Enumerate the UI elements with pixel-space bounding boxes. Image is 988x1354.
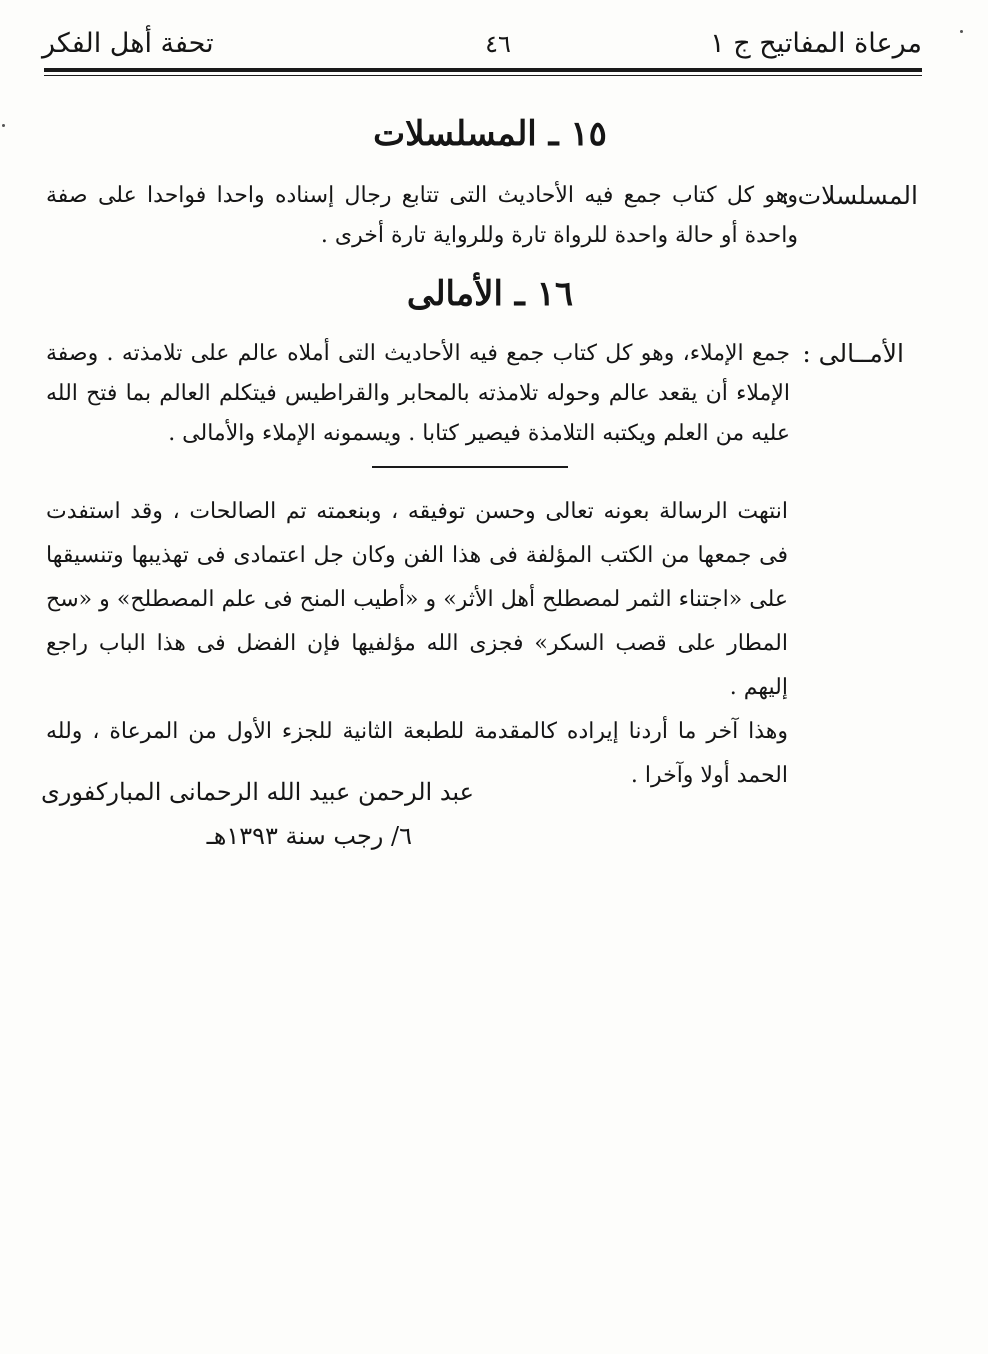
header-rule-thin <box>44 75 922 76</box>
author-signature-name: عبد الرحمن عبيد الله الرحمانى المباركفورى <box>41 778 474 806</box>
section-divider <box>372 466 568 468</box>
scan-speck <box>960 30 963 33</box>
closing-remarks <box>46 490 788 798</box>
definition-amali: جمع الإملاء، وهو كل كتاب جمع فيه الأحاديث التى أملاه عالم على تلامذته . وصفة الإملاء أن يقعد عالم وحوله تلامذته بالمحابر والقراطيس فيتكلم العالم بما فتح الله عليه من العلم ويكتبه التلامذة فيصير كتابا . ويسمونه الإملاء والأمالى . <box>46 341 790 446</box>
closing-paragraph: وهذا آخر ما أردنا إيراده كالمقدمة للطبعة الثانية للجزء الأول من المرعاة ، ولله الحمد أولا وآخرا . <box>46 719 788 788</box>
term-musalsalat: المسلسلات : <box>781 181 918 210</box>
closing-paragraph: انتهت الرسالة بعونه تعالى وحسن توفيقه ، وبنعمته تم الصالحات ، وقد استفدت فى جمعها من الكتب المؤلفة فى هذا الفن وكان جل اعتمادى فى تهذيبها وتنسيقها على «اجتناء الثمر لمصطلح أهل الأثر» و «أطيب المنح فى علم المصطلح» و «سح المطار على قصب السكر» فجزى الله مؤلفيها فإن الفضل فى هذا الباب راجع إليهم . <box>46 499 788 700</box>
term-amali: الأمــالى : <box>802 339 904 368</box>
definition-musalsalat: وهو كل كتاب جمع فيه الأحاديث التى تتابع رجال إسناده واحدا فواحدا على صفة واحدة أو حالة واحدة للرواة تارة وللرواية تارة أخرى . <box>46 183 798 248</box>
author-signature-date: ٦/ رجب سنة ١٣٩٣هـ <box>206 822 412 850</box>
section-heading-amali: ١٦ ـ الأمالى <box>406 274 574 314</box>
running-header-book-title: مرعاة المفاتيح ج ١ <box>710 28 922 59</box>
page-number: ٤٦ <box>485 30 511 58</box>
section-heading-musalsalat: ١٥ ـ المسلسلات <box>373 114 607 154</box>
running-header-section-title: تحفة أهل الفكر <box>42 28 214 59</box>
scan-speck <box>2 124 5 127</box>
header-rule-thick <box>44 68 922 72</box>
